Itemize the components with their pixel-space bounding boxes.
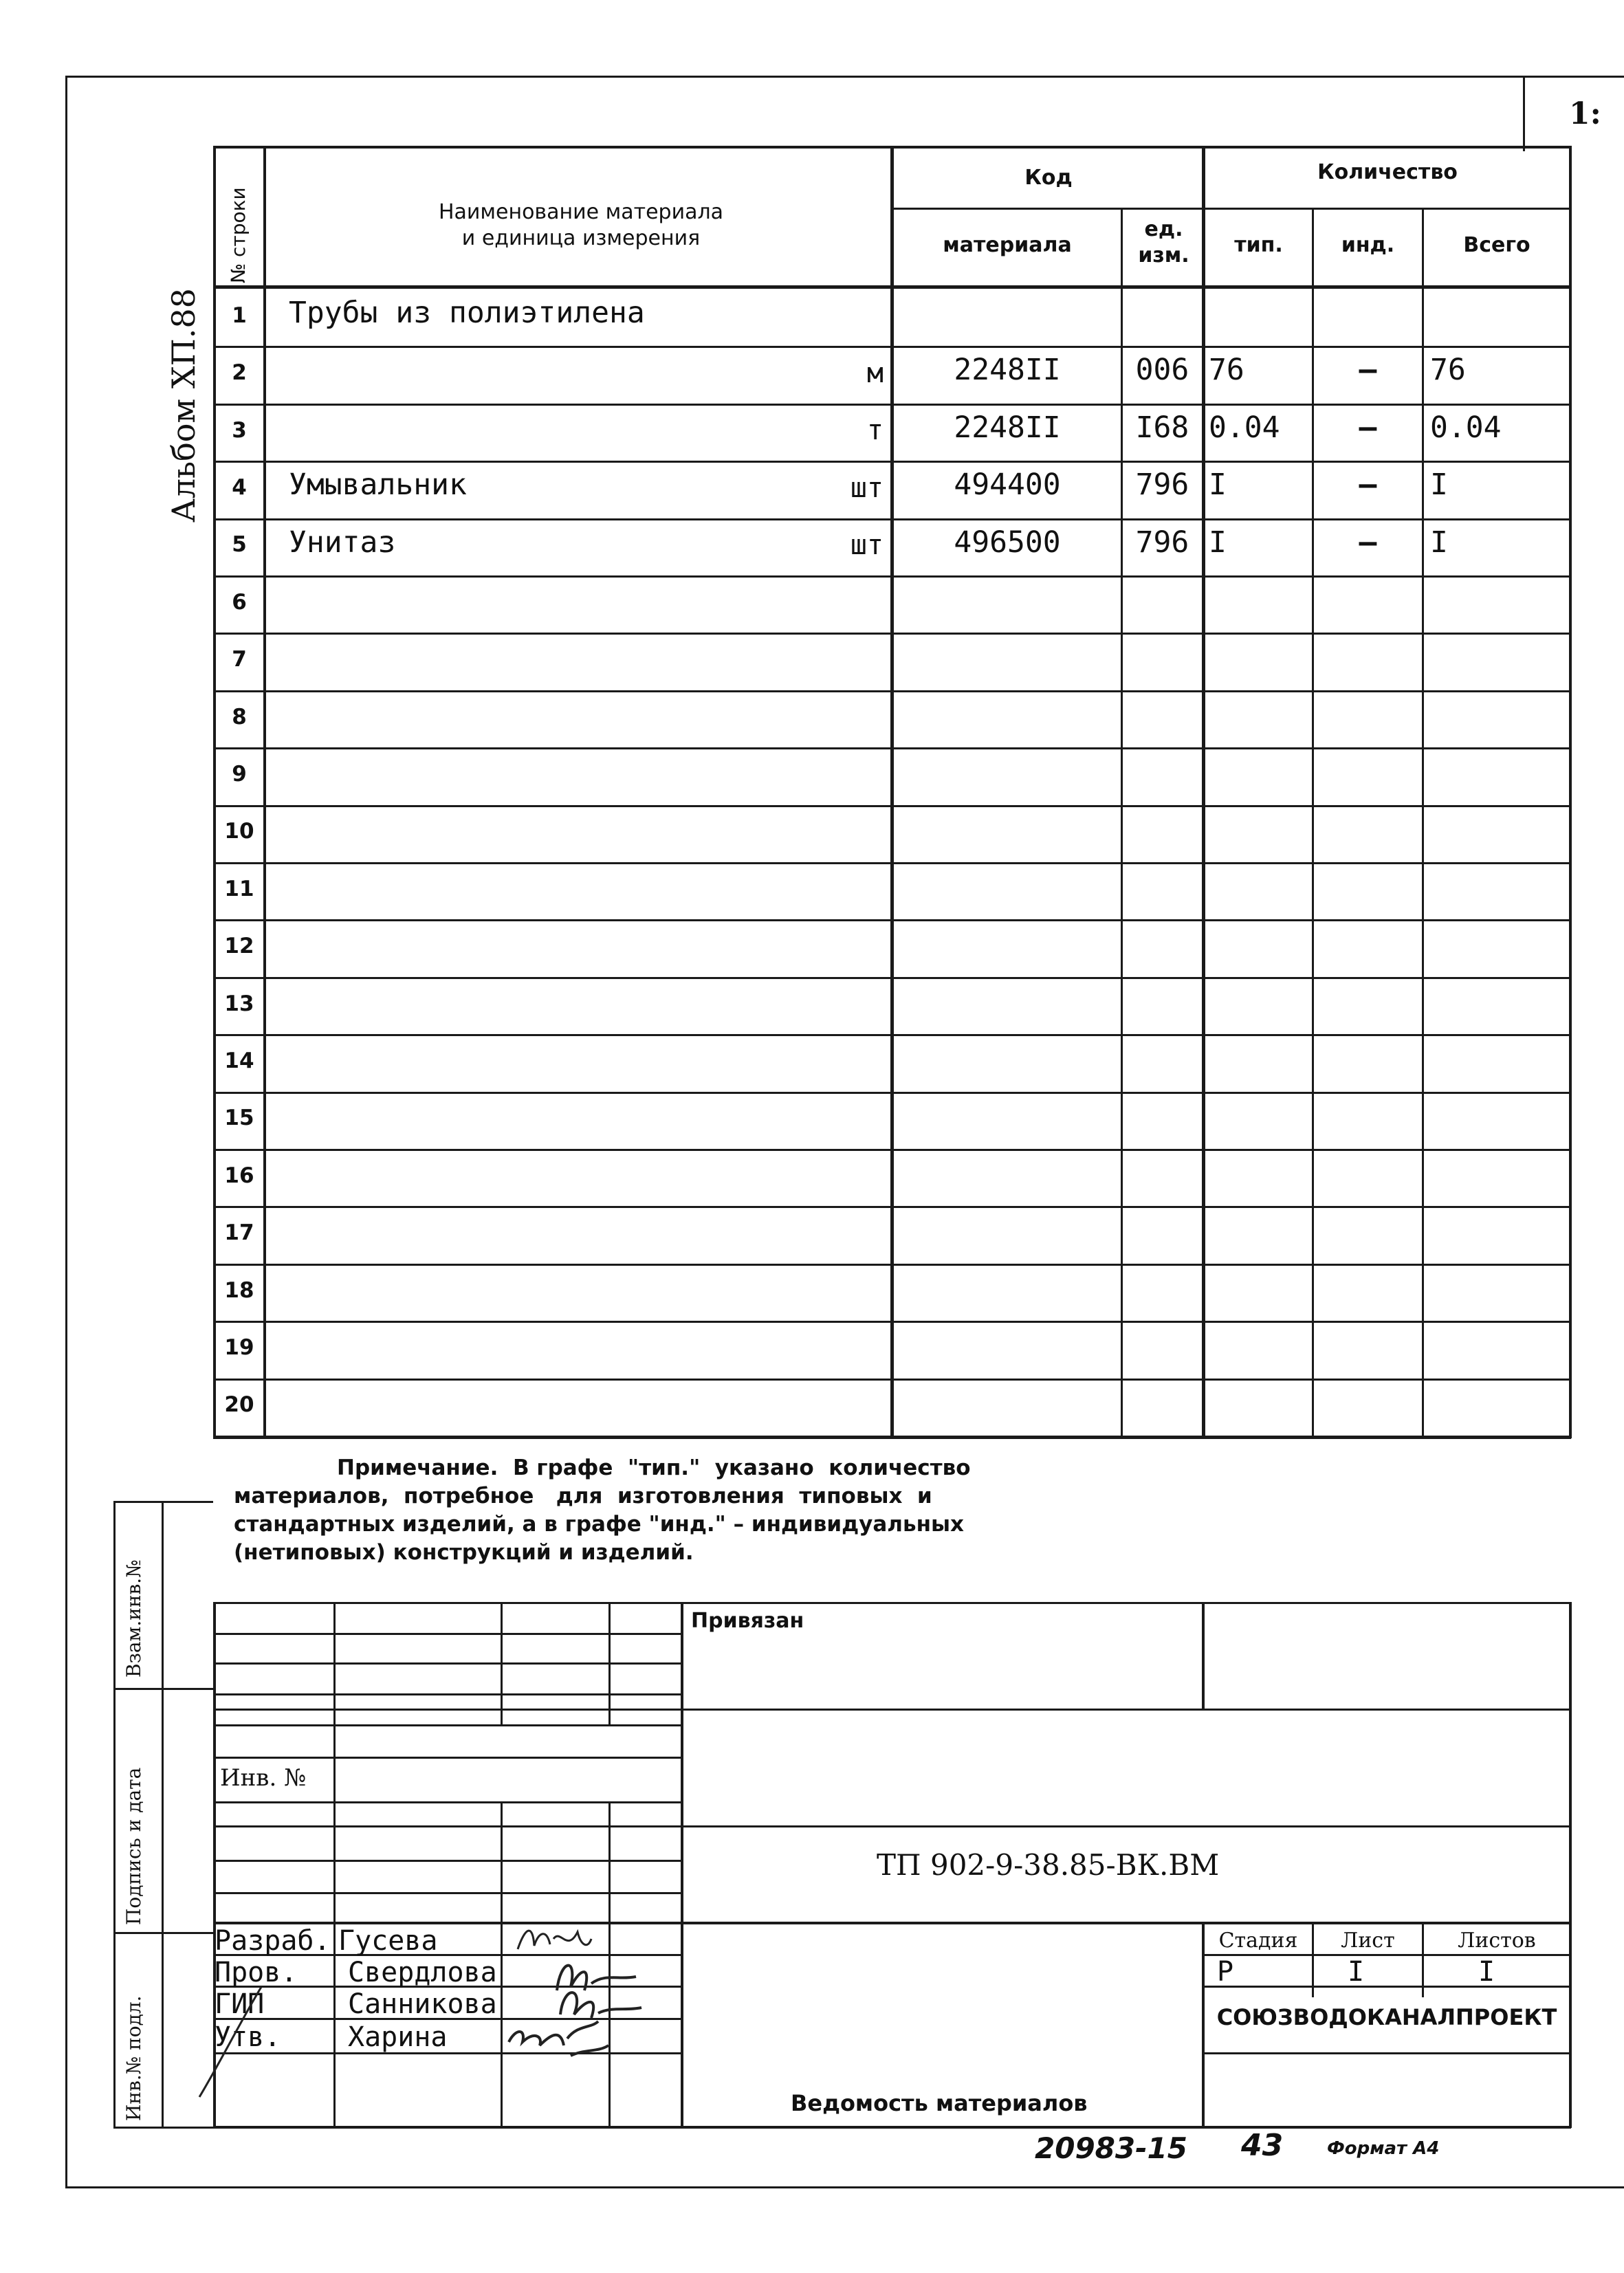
organization: СОЮЗВОДОКАНАЛПРОЕКТ [1216, 2004, 1557, 2030]
table-name-col [890, 146, 894, 1438]
header-total: Всего [1463, 233, 1530, 257]
row-qty-total: 76 [1430, 353, 1466, 387]
header-quantity: Количество [1317, 160, 1458, 184]
row-qty-ind: – [1359, 525, 1377, 560]
row-number: 18 [224, 1278, 254, 1303]
row-number: 7 [232, 647, 247, 672]
staff-name-3: Санникова [348, 1988, 497, 2020]
row-line [213, 518, 1571, 520]
row-line [213, 1379, 1571, 1381]
side-label-podpis: Подпись и дата [122, 1767, 145, 1925]
side-label-inv-podl: Инв.№ подл. [122, 1995, 145, 2121]
row-number: 19 [224, 1335, 254, 1360]
row-line [213, 1034, 1571, 1036]
row-unit-code: 796 [1135, 525, 1189, 560]
archive-number: 20983-15 [1035, 2131, 1187, 2165]
tb-h-10 [213, 1892, 681, 1894]
doc-title: Ведомость материалов [791, 2090, 1088, 2116]
row-line [213, 1092, 1571, 1094]
table-bottom [213, 1436, 1571, 1439]
page-number: 43 [1241, 2128, 1284, 2163]
table-typ-col [1202, 146, 1205, 1438]
tb-h-6 [213, 1757, 681, 1759]
row-line [213, 747, 1571, 749]
table-ucode-col [1121, 208, 1123, 1438]
row-unit-code: 796 [1135, 468, 1189, 502]
header-typ: тип. [1234, 233, 1283, 257]
note-line-2: материалов, потребное для изготовления типовых и [234, 1484, 932, 1508]
staff-role-1: Разраб. [215, 1925, 331, 1957]
tb-col-2b [501, 1801, 503, 2128]
note-line-4: (нетиповых) конструкций и изделий. [234, 1540, 694, 1565]
row-line [213, 690, 1571, 692]
signature-harina [495, 2014, 612, 2069]
row-name: Умывальник [289, 468, 467, 502]
row-line [213, 919, 1571, 921]
row-qty-typ: 0.04 [1209, 410, 1280, 445]
side-strip-left [113, 1501, 116, 2128]
header-name: Наименование материала и единица измерения [438, 200, 724, 250]
row-qty-total: 0.04 [1430, 410, 1502, 445]
row-code: 2248II [954, 353, 1061, 387]
row-number: 5 [232, 532, 247, 557]
tb-h-5 [213, 1724, 681, 1726]
row-number: 20 [224, 1392, 254, 1417]
row-unit: т [866, 415, 884, 446]
sheet-label: Лист [1341, 1929, 1395, 1953]
row-qty-ind: – [1359, 468, 1377, 502]
row-line [213, 1264, 1571, 1266]
header-code-material: материала [943, 233, 1072, 257]
side-strip-mid [162, 1501, 164, 2128]
row-unit-code: 006 [1135, 353, 1189, 387]
row-number: 15 [224, 1106, 254, 1130]
row-line [213, 461, 1571, 463]
row-line [213, 1321, 1571, 1323]
row-unit: м [866, 358, 884, 389]
row-line [213, 346, 1571, 348]
tb-col-5 [1202, 1602, 1205, 1709]
row-number: 17 [224, 1220, 254, 1245]
row-line [213, 805, 1571, 807]
row-qty-typ: I [1209, 468, 1227, 502]
stage-value: Р [1217, 1956, 1234, 1988]
row-number: 10 [224, 819, 254, 844]
note-box-bottom [213, 1602, 1571, 1604]
doc-code: ТП 902-9-38.85-ВК.ВМ [877, 1848, 1220, 1882]
staff-name-4: Харина [348, 2021, 448, 2053]
signature-cross [179, 1980, 358, 2118]
tb-h-8 [213, 1825, 1571, 1827]
note [234, 1454, 971, 1567]
tb-col-4 [681, 1602, 683, 2128]
format-label: Формат А4 [1327, 2138, 1440, 2159]
row-qty-ind: – [1359, 410, 1377, 445]
staff-name-2: Свердлова [348, 1957, 497, 1988]
row-qty-total: I [1430, 525, 1448, 560]
tb-h-4 [213, 1709, 1571, 1711]
row-number: 1 [232, 303, 247, 328]
side-strip-div1 [113, 1688, 213, 1690]
row-unit-code: I68 [1135, 410, 1189, 445]
header-code-unit: ед. изм. [1138, 217, 1189, 267]
row-line [213, 1206, 1571, 1208]
side-strip-div2 [113, 1932, 213, 1934]
staff-role-2: Пров. [215, 1957, 298, 1988]
privyazan-label: Привязан [691, 1609, 804, 1633]
row-line [213, 862, 1571, 864]
row-name: Унитаз [289, 525, 396, 560]
corner-mark: 1: [1569, 96, 1601, 131]
tb-h-9 [213, 1860, 681, 1862]
row-code: 2248II [954, 410, 1061, 445]
frame-bottom [65, 2186, 1624, 2188]
row-number: 13 [224, 991, 254, 1016]
tb-h-18 [1202, 2052, 1571, 2054]
row-number: 11 [224, 877, 254, 901]
row-qty-total: I [1430, 468, 1448, 502]
tb-h-7 [213, 1801, 681, 1803]
row-qty-ind: – [1359, 353, 1377, 387]
table-ind-col [1312, 208, 1314, 1438]
row-number: 2 [232, 360, 247, 385]
header-code: Код [1024, 166, 1073, 190]
row-name: Трубы из полиэтилена [289, 296, 645, 330]
row-number: 12 [224, 934, 254, 958]
tb-h-3 [213, 1693, 681, 1695]
row-number: 4 [232, 475, 247, 500]
row-unit: шт [850, 529, 884, 561]
tb-h-1 [213, 1633, 681, 1635]
row-number: 9 [232, 762, 247, 787]
header-mid-line [892, 208, 1571, 210]
row-number: 8 [232, 705, 247, 729]
row-line [213, 404, 1571, 406]
side-label-vzam: Взам.инв.№ [122, 1559, 145, 1678]
sheet-value: I [1348, 1956, 1365, 1988]
row-number: 14 [224, 1048, 254, 1073]
tb-h-2 [213, 1662, 681, 1665]
staff-role-4: Утв. [215, 2021, 281, 2053]
inv-no-label: Инв. № [220, 1764, 307, 1792]
corner-box-left [1523, 76, 1525, 151]
header-ind: инд. [1341, 233, 1395, 257]
stage-label: Стадия [1218, 1929, 1298, 1953]
row-line [213, 1149, 1571, 1151]
note-line-3: стандартных изделий, а в графе "инд." – индивидуальных [234, 1512, 965, 1537]
row-line [213, 977, 1571, 979]
row-code: 496500 [954, 525, 1061, 560]
table-total-col [1422, 208, 1424, 1438]
row-number: 6 [232, 590, 247, 615]
tb-h-11 [213, 1922, 1571, 1924]
row-qty-typ: 76 [1209, 353, 1244, 387]
table-right [1569, 146, 1572, 1438]
row-unit: шт [850, 472, 884, 504]
sheets-value: I [1478, 1956, 1495, 1988]
tb-h-13 [1202, 1954, 1571, 1956]
row-qty-typ: I [1209, 525, 1227, 560]
side-strip-bottom [113, 2127, 213, 2129]
header-bottom-line [213, 285, 1571, 289]
header-row-no: № строки [227, 187, 250, 283]
row-line [213, 633, 1571, 635]
tb-h-15 [1202, 1986, 1571, 1988]
tb-bottom [213, 2126, 1571, 2129]
staff-role-3: ГИП [215, 1988, 265, 2020]
tb-right [1569, 1602, 1572, 2128]
row-code: 494400 [954, 468, 1061, 502]
staff-name-1: Гусева [338, 1925, 438, 1957]
row-number: 16 [224, 1163, 254, 1188]
frame-left [65, 76, 67, 2188]
note-line-1: Примечание. В графе "тип." указано количество [337, 1456, 971, 1480]
sheets-label: Листов [1458, 1929, 1536, 1953]
row-line [213, 575, 1571, 578]
frame-top [65, 76, 1624, 78]
row-number: 3 [232, 418, 247, 443]
album-label: Альбом ХП.88 [165, 288, 202, 523]
